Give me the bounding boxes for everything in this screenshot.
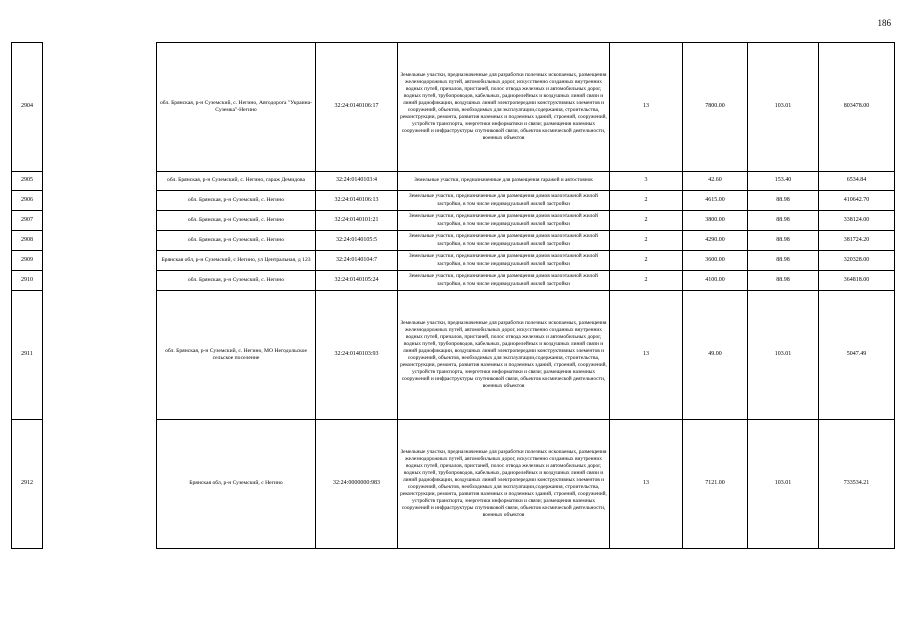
- cadastral-number-cell: 32:24:0140101:21: [316, 211, 398, 231]
- rate-cell: 103.01: [748, 420, 819, 549]
- cadastral-value-cell: 320328.00: [819, 251, 895, 271]
- cadastral-number-cell: 32:24:0140103:93: [316, 291, 398, 420]
- empty-cell: [43, 43, 157, 172]
- land-purpose-cell: Земельные участки, предназначенные для разработки полезных ископаемых, размещения железнодорожных путей, автомобильных дорог, искусственно созданных внутренних водных путей, причалов, пристаней, полос отвода железных и автомобильных дорог, водных путей, трубопроводов, кабельных, радиорелейных и воздушных линий связи и линий радиофикации, воздушных линий электропередачи конструктивных элементов и сооружений, объектов, необходимых для эксплуатации,содержания, строительства, реконструкции, ремонта, развития наземных и подземных зданий, строений, сооружений, устройств транспорта, энергетики информатики и связи; размещения наземных сооружений и инфраструктуры спутниковой связи, объектов космической деятельности, военных объектов: [398, 420, 610, 549]
- land-purpose-cell: Земельные участки, предназначенные для разработки полезных ископаемых, размещения железнодорожных путей, автомобильных дорог, искусственно созданных внутренних водных путей, причалов, пристаней, полос отвода железных и автомобильных дорог, водных путей, трубопроводов, кабельных, радиорелейных и воздушных линий связи и линий радиофикации, воздушных линий электропередачи конструктивных элементов и сооружений, объектов, необходимых для эксплуатации,содержания, строительства, реконструкции, ремонта, развития наземных и подземных зданий, строений, сооружений, устройств транспорта, энергетики информатики и связи; размещения наземных сооружений и инфраструктуры спутниковой связи, объектов космической деятельности, военных объектов: [398, 43, 610, 172]
- empty-cell: [43, 172, 157, 191]
- address-cell: обл. Брянская, р-н Суземский, с. Негино, МО Негодольское сельское поселение: [157, 291, 316, 420]
- address-cell: обл. Брянская, р-н Суземский, с. Негино: [157, 231, 316, 251]
- rate-cell: 88.98: [748, 251, 819, 271]
- row-id: 2907: [12, 211, 43, 231]
- address-cell: Брянская обл, р-н Суземский, с Негино, ул Центральная, д 123: [157, 251, 316, 271]
- row-id: 2906: [12, 191, 43, 211]
- category-code-cell: 13: [610, 420, 683, 549]
- category-code-cell: 2: [610, 231, 683, 251]
- row-id: 2909: [12, 251, 43, 271]
- address-cell: обл. Брянская, р-н Суземский, с. Негино, Автодорога "Украина-Суземка"-Негино: [157, 43, 316, 172]
- table-row: [12, 211, 895, 231]
- cadastral-value-cell: 5047.49: [819, 291, 895, 420]
- category-code-cell: 2: [610, 271, 683, 291]
- table-row: [12, 191, 895, 211]
- row-id: 2908: [12, 231, 43, 251]
- address-cell: обл. Брянская, р-н Суземский, с. Негино: [157, 211, 316, 231]
- empty-cell: [43, 251, 157, 271]
- area-cell: 42.60: [683, 172, 748, 191]
- cadastral-number-cell: 32:24:0000000:983: [316, 420, 398, 549]
- rate-cell: 153.40: [748, 172, 819, 191]
- category-code-cell: 13: [610, 43, 683, 172]
- empty-cell: [43, 211, 157, 231]
- land-purpose-cell: Земельные участки, предназначенные для размещения домов малоэтажной жилой застройки, в том числе индивидуальной жилой застройки: [398, 231, 610, 251]
- area-cell: 3600.00: [683, 251, 748, 271]
- address-cell: обл. Брянская, р-н Суземский, с. Негино: [157, 271, 316, 291]
- area-cell: 49.00: [683, 291, 748, 420]
- empty-cell: [43, 420, 157, 549]
- land-purpose-cell: Земельные участки, предназначенные для разработки полезных ископаемых, размещения железнодорожных путей, автомобильных дорог, искусственно созданных внутренних водных путей, причалов, пристаней, полос отвода железных и автомобильных дорог, водных путей, трубопроводов, кабельных, радиорелейных и воздушных линий связи и линий радиофикации, воздушных линий электропередачи конструктивных элементов и сооружений, объектов, необходимых для эксплуатации,содержания, строительства, реконструкции, ремонта, развития наземных и подземных зданий, строений, сооружений, устройств транспорта, энергетики информатики и связи; размещения наземных сооружений и инфраструктуры спутниковой связи, объектов космической деятельности, военных объектов: [398, 291, 610, 420]
- row-id: 2904: [12, 43, 43, 172]
- rate-cell: 103.01: [748, 291, 819, 420]
- land-purpose-cell: Земельные участки, предназначенные для размещения гаражей и автостоянок: [398, 172, 610, 191]
- land-purpose-cell: Земельные участки, предназначенные для размещения домов малоэтажной жилой застройки, в том числе индивидуальной жилой застройки: [398, 211, 610, 231]
- page-number: 186: [877, 18, 891, 28]
- cadastral-value-cell: 381724.20: [819, 231, 895, 251]
- area-cell: 4615.00: [683, 191, 748, 211]
- area-cell: 4290.00: [683, 231, 748, 251]
- cadastral-number-cell: 32:24:0140105:24: [316, 271, 398, 291]
- category-code-cell: 13: [610, 291, 683, 420]
- row-id: 2905: [12, 172, 43, 191]
- land-registry-table: [11, 42, 895, 549]
- category-code-cell: 2: [610, 211, 683, 231]
- rate-cell: 88.98: [748, 211, 819, 231]
- table-row: [12, 43, 895, 172]
- empty-cell: [43, 271, 157, 291]
- row-id: 2910: [12, 271, 43, 291]
- cadastral-value-cell: 803478.00: [819, 43, 895, 172]
- area-cell: 4100.00: [683, 271, 748, 291]
- cadastral-number-cell: 32:24:0140104:7: [316, 251, 398, 271]
- category-code-cell: 2: [610, 191, 683, 211]
- rate-cell: 88.98: [748, 271, 819, 291]
- cadastral-value-cell: 6534.84: [819, 172, 895, 191]
- cadastral-number-cell: 32:24:0140106:13: [316, 191, 398, 211]
- area-cell: 3800.00: [683, 211, 748, 231]
- cadastral-value-cell: 410642.70: [819, 191, 895, 211]
- table-row: [12, 251, 895, 271]
- table-row: [12, 172, 895, 191]
- area-cell: 7800.00: [683, 43, 748, 172]
- cadastral-number-cell: 32:24:0140105:5: [316, 231, 398, 251]
- cadastral-number-cell: 32:24:0140103:4: [316, 172, 398, 191]
- land-purpose-cell: Земельные участки, предназначенные для размещения домов малоэтажной жилой застройки, в том числе индивидуальной жилой застройки: [398, 271, 610, 291]
- area-cell: 7121.00: [683, 420, 748, 549]
- address-cell: обл. Брянская, р-н Суземский, с. Негино: [157, 191, 316, 211]
- rate-cell: 103.01: [748, 43, 819, 172]
- land-purpose-cell: Земельные участки, предназначенные для размещения домов малоэтажной жилой застройки, в том числе индивидуальной жилой застройки: [398, 251, 610, 271]
- category-code-cell: 3: [610, 172, 683, 191]
- empty-cell: [43, 191, 157, 211]
- table-row: [12, 291, 895, 420]
- table-row: [12, 420, 895, 549]
- cadastral-value-cell: 733534.21: [819, 420, 895, 549]
- address-cell: обл. Брянская, р-н Суземский, с. Негино, гараж Демидова: [157, 172, 316, 191]
- cadastral-value-cell: 338124.00: [819, 211, 895, 231]
- empty-cell: [43, 291, 157, 420]
- table-row: [12, 231, 895, 251]
- address-cell: Брянская обл, р-н Суземский, с Негино: [157, 420, 316, 549]
- cadastral-value-cell: 364818.00: [819, 271, 895, 291]
- empty-cell: [43, 231, 157, 251]
- land-purpose-cell: Земельные участки, предназначенные для размещения домов малоэтажной жилой застройки, в том числе индивидуальной жилой застройки: [398, 191, 610, 211]
- table-row: [12, 271, 895, 291]
- category-code-cell: 2: [610, 251, 683, 271]
- row-id: 2912: [12, 420, 43, 549]
- row-id: 2911: [12, 291, 43, 420]
- rate-cell: 88.98: [748, 191, 819, 211]
- rate-cell: 88.98: [748, 231, 819, 251]
- cadastral-number-cell: 32:24:0140106:17: [316, 43, 398, 172]
